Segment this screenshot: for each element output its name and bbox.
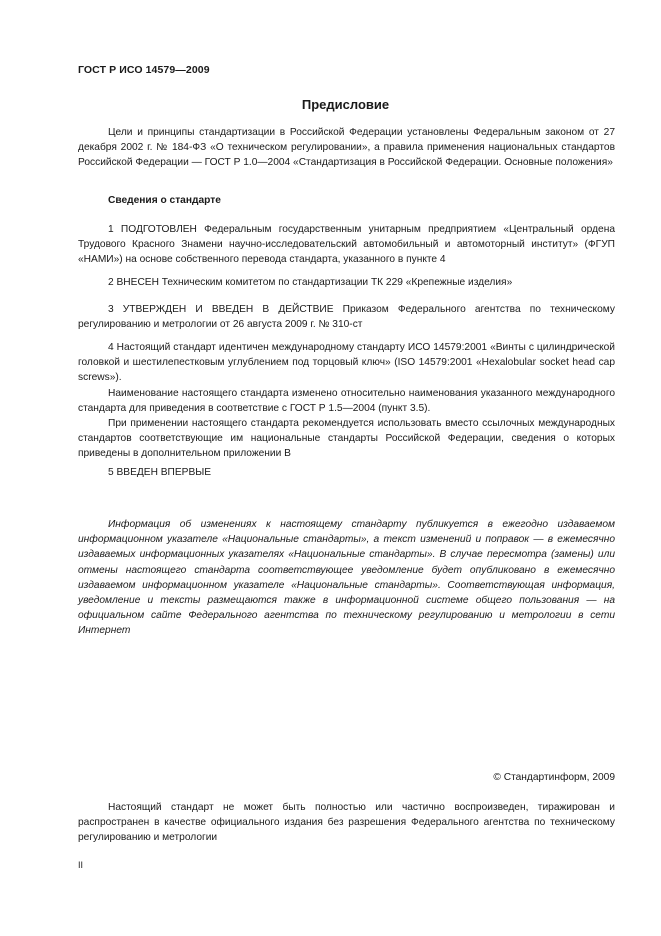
item-2-block bbox=[78, 275, 615, 290]
info-heading: Сведения о стандарте bbox=[108, 195, 221, 206]
item-4-note-1: Наименование настоящего стандарта изменено относительно наименования указанного международного стандарта для приведения в соответствие с ГОСТ Р 1.5—2004 (пункт 3.5). bbox=[78, 387, 615, 414]
copyright-line: © Стандартинформ, 2009 bbox=[493, 772, 615, 783]
notice-paragraph: Информация об изменениях к настоящему стандарту публикуется в ежегодно издаваемом информационном указателе «Национальные стандарты», а текст изменений и поправок — в ежемесячно издаваемых информационных указателях «Национальные стандарты». В случае пересмотра (замены) или отмены настоящего стандарта соответствующее уведомление будет опубликовано в ежемесячно издаваемом информационном указателе «Национальные стандарты». Соответствующая информация, уведомление и тексты размещаются также в информационной системе общего пользования — на официальном сайте Федерального агентства по техническому регулированию и метрологии в сети Интернет bbox=[78, 519, 615, 637]
item-1-paragraph: 1 ПОДГОТОВЛЕН Федеральным государственным унитарным предприятием «Центральный ордена Трудового Красного Знамени научно-исследовательский автомобильный и автомоторный институт» (ФГУП «НАМИ») на основе собственного перевода стандарта, указанного в пункте 4 bbox=[78, 224, 615, 266]
footer-block bbox=[78, 800, 615, 846]
intro-paragraph: Цели и принципы стандартизации в Российской Федерации установлены Федеральным законом от 27 декабря 2002 г. № 184-ФЗ «О техническом регулировании», а правила применения национальных стандартов Российской Федерации — ГОСТ Р 1.0—2004 «Стандартизация в Российской Федерации. Основные положения» bbox=[78, 127, 615, 169]
item-3-block bbox=[78, 302, 615, 332]
notice-block bbox=[78, 517, 615, 639]
page-title: Предисловие bbox=[301, 97, 390, 112]
item-1-block bbox=[78, 222, 615, 268]
page-number: II bbox=[78, 860, 84, 870]
item-2-paragraph: 2 ВНЕСЕН Техническим комитетом по стандартизации ТК 229 «Крепежные изделия» bbox=[108, 277, 513, 288]
footer-paragraph: Настоящий стандарт не может быть полностью или частично воспроизведен, тиражирован и распространен в качестве официального издания без разрешения Федерального агентства по техническому регулированию и метрологии bbox=[78, 802, 615, 844]
intro-block bbox=[78, 125, 615, 171]
document-header: ГОСТ Р ИСО 14579—2009 bbox=[78, 64, 210, 76]
item-5-block bbox=[78, 465, 615, 480]
item-3-paragraph: 3 УТВЕРЖДЕН И ВВЕДЕН В ДЕЙСТВИЕ Приказом Федерального агентства по техническому регулированию и метрологии от 26 августа 2009 г. № 310-ст bbox=[78, 304, 615, 331]
item-4-paragraph: 4 Настоящий стандарт идентичен международному стандарту ИСО 14579:2001 «Винты с цилиндрической головкой и шестилепестковым углублением под торцовый ключ» (ISO 14579:2001 «Hexalobular socket head cap screws»). bbox=[78, 342, 615, 384]
item-5-paragraph: 5 ВВЕДЕН ВПЕРВЫЕ bbox=[108, 467, 212, 478]
item-4-block bbox=[78, 340, 615, 462]
item-4-note-2: При применении настоящего стандарта рекомендуется использовать вместо ссылочных международных стандартов соответствующие им национальные стандарты Российской Федерации, сведения о которых приведены в дополнительном приложении В bbox=[78, 418, 615, 460]
